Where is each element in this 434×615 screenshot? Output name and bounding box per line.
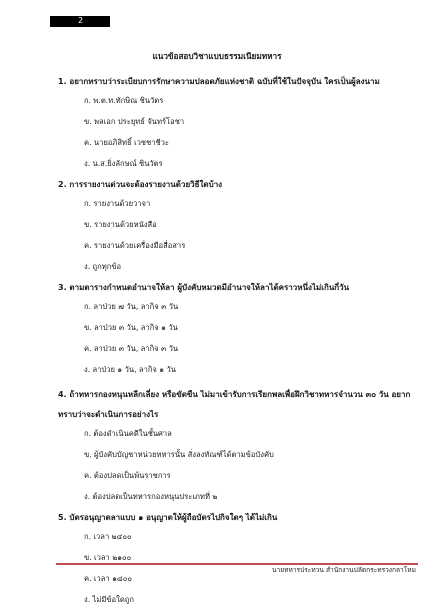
- question-4: [58, 385, 418, 503]
- question-5: [58, 512, 418, 606]
- option-c: ค. รายงานด้วยเครื่องมือสื่อสาร: [84, 241, 186, 250]
- question-text: 4. ถ้าทหารกองหนุนหลีกเลี่ยง หรือขัดขืน ไม่มาเข้ารับการเรียกพลเพื่อฝึกวิชาทหารจำนวน ๓๐ วัน อยากทราบว่าจะดำเนินการอย่างไร: [58, 390, 411, 419]
- question-2: [58, 179, 418, 273]
- option-a: ก. ลาป่วย ๗ วัน, ลากิจ ๓ วัน: [84, 302, 179, 311]
- question-text: 3. ตามตารางกำหนดอำนาจให้ลา ผู้บังคับหมวดมีอำนาจให้ลาได้คราวหนึ่งไม่เกินกี่วัน: [58, 283, 350, 292]
- option-d: ง. ไม่มีข้อใดถูก: [84, 595, 134, 604]
- option-b: ข. พลเอก ประยุทธ์ จันทร์โอชา: [84, 117, 185, 126]
- option-c: ค. นายอภิสิทธิ์ เวชชาชีวะ: [84, 138, 169, 147]
- question-3: [58, 282, 418, 376]
- option-a: ก. รายงานด้วยวาจา: [84, 199, 151, 208]
- option-c: ค. ลาป่วย ๓ วัน, ลากิจ ๓ วัน: [84, 344, 179, 353]
- option-d: ง. ลาป่วย ๑ วัน, ลากิจ ๑ วัน: [84, 365, 176, 374]
- question-1: [58, 76, 418, 170]
- page-number-badge: [50, 16, 110, 27]
- question-list: [58, 76, 418, 615]
- option-d: ง. ต้องปลดเป็นทหารกองหนุนประเภทที่ ๒: [84, 492, 218, 501]
- option-b: ข. รายงานด้วยหนังสือ: [84, 220, 157, 229]
- page-title: แนวข้อสอบวิชาแบบธรรมเนียมทหาร: [152, 51, 282, 61]
- option-a: ก. เวลา ๒๔๐๐: [84, 532, 132, 541]
- question-text: 1. อยากทราบว่าระเบียบการรักษาความปลอดภัยแห่งชาติ ฉบับที่ใช้ในปัจจุบัน ใครเป็นผู้ลงนาม: [58, 77, 380, 86]
- footer-text: นายทหารประทวน สำนักงานปลัดกระทรวงกลาโหม: [272, 566, 416, 574]
- option-b: ข. เวลา ๒๑๐๐: [84, 553, 132, 562]
- option-b: ข. ผู้บังคับบัญชาหน่วยทหารนั้น สั่งลงทัณฑ์ได้ตามข้อบังคับ: [84, 450, 274, 459]
- question-text: 2. การรายงานด่วนจะต้องรายงานด้วยวิธีใดบ้าง: [58, 180, 223, 189]
- option-d: ง. ถูกทุกข้อ: [84, 262, 122, 271]
- option-a: ก. พ.ต.ท.ทักษิณ ชินวัตร: [84, 96, 164, 105]
- option-d: ง. น.ส.ยิ่งลักษณ์ ชินวัตร: [84, 159, 163, 168]
- option-c: ค. เวลา ๑๘๐๐: [84, 574, 133, 583]
- question-text: 5. บัตรอนุญาตลาแบบ ๑ อนุญาตให้ผู้ถือบัตรไปกิจใดๆ ได้ไม่เกิน: [58, 513, 278, 522]
- option-c: ค. ต้องปลดเป็นพ้นราชการ: [84, 471, 171, 480]
- page-number: 2: [78, 16, 84, 25]
- option-a: ก. ต้องดำเนินคดีในชั้นศาล: [84, 429, 172, 438]
- option-b: ข. ลาป่วย ๓ วัน, ลากิจ ๑ วัน: [84, 323, 178, 332]
